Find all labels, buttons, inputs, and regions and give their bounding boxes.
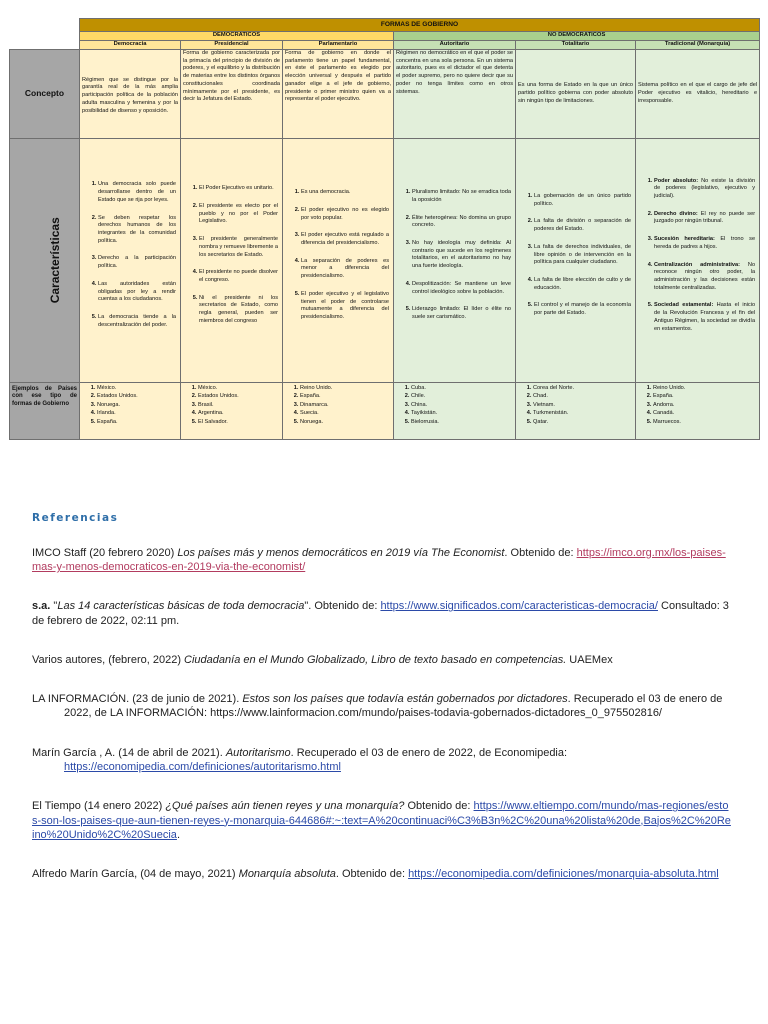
list-item: 3. Vietnam. (533, 401, 633, 409)
list-item: 5. Marruecos. (653, 418, 757, 426)
list-item: 4. Canadá. (653, 409, 757, 417)
ref-author: s.a. (32, 600, 51, 613)
concept-totalitario: Es una forma de Estado en la que un único partido político gobierna con poder absoluto sin ningún tipo de limitaciones. (516, 49, 636, 138)
examples-presidencial (181, 382, 283, 439)
ref-link[interactable]: https://www.eltiempo.com/mundo/mas-regiones/estos-son-los-paises-que-aun-tienen-reyes-y-monarquia-644686#:~:text=A%20continuaci%C3%B3n%2C%20una%20lista%20de,Bajos%2C%20Reino%20Unido%2C%20Suecia (32, 800, 731, 841)
characteristics-totalitario (516, 138, 636, 382)
list-item: 5. Qatar. (533, 418, 633, 426)
ref-quote: " (50, 600, 58, 613)
ref-link[interactable]: https://www.significados.com/caracteristicas-democracia/ (380, 600, 658, 613)
list-item: 2. Chad. (533, 392, 633, 400)
list-item: 5. La democracia tiende a la descentralización del poder. (98, 314, 176, 329)
list-item: 3. Derecho a la participación política. (98, 255, 176, 270)
definition: El rey no puede ser juzgado por ningún tribunal. (654, 210, 756, 225)
list-item (654, 178, 755, 201)
row-label-examples: Ejemplos de Países con ese tipo de formas de Gobierno (10, 382, 80, 439)
list-item: 5. El Salvador. (198, 418, 280, 426)
concept-democracia: Régimen que se distingue por la garantía real de la más amplia participación política de la población adulta masculina y femenina y por la posibilidad de disenso y oposición. (80, 49, 181, 138)
list-item: 3. El presidente generalmente nombra y remueve libremente a los secretarios de Estado. (199, 236, 278, 259)
list-item: 4. El presidente no puede disolver el congreso. (199, 269, 278, 284)
list-item: 5. Bielorrusia. (411, 418, 513, 426)
list-item: 1. Reino Unido. (653, 384, 757, 392)
ref-source: . Obtenido de: (335, 868, 409, 881)
list-item (654, 236, 755, 251)
list-item: 3. Noruega. (97, 401, 178, 409)
ref-source: . Obtenido de: (504, 546, 577, 559)
definition: El trono se hereda de padres a hijos. (654, 236, 756, 250)
definition: No reconoce ningún otro poder, la administración y las decisiones están totalmente centralizadas. (654, 261, 756, 291)
reference-item (32, 746, 732, 775)
list-item: 4. Las autoridades están obligadas por ley a rendir cuentas a los ciudadanos. (98, 281, 176, 304)
list-item: 2. Estados Unidos. (198, 392, 280, 400)
characteristics-presidencial (181, 138, 283, 382)
concept-presidencial: Forma de gobierno caracterizada por la primacía del principio de división de poderes, y el equilibrio y la distribución de materias entre los distintos órganos constitucionales coordinada mínimamente por el presidente, es decir la Jefatura del Estado. (181, 49, 283, 138)
corner-blank-2 (10, 32, 80, 41)
list-item: 4. Suecia. (300, 409, 391, 417)
list-item (654, 262, 755, 293)
list-item (654, 211, 755, 226)
list-item: 5. Liderazgo limitado: El líder o élite no suele ser carismático. (412, 306, 511, 321)
list-item: 2. Élite heterogénea: No domina un grupo concreto. (412, 215, 511, 230)
ref-author: Alfredo Marín García, (04 de mayo, 2021) (32, 868, 239, 881)
corner-blank (10, 19, 80, 32)
term: Centralización administrativa: (654, 261, 740, 268)
ref-title: Estos son los países que todavía están gobernados por dictadores (242, 693, 568, 706)
ref-author: El Tiempo (14 enero 2022) (32, 800, 166, 813)
ref-link[interactable]: https://economipedia.com/definiciones/autoritarismo.html (64, 761, 341, 774)
ref-title: Autoritarismo (225, 746, 291, 759)
col-header-totalitario: Totalitario (516, 40, 636, 49)
characteristics-label: Características (47, 217, 62, 304)
list-item: 4. La separación de poderes es menor a diferencia del presidencialismo. (301, 258, 389, 281)
list-item: 3. Andorra. (653, 401, 757, 409)
ref-source: Obtenido de: (404, 800, 474, 813)
references-heading: Referencias (32, 512, 119, 524)
references-section (32, 512, 732, 907)
corner-blank-3 (10, 40, 80, 49)
term: Sucesión hereditaria: (654, 236, 715, 243)
list-item: 4. Despolitización: Se mantiene un leve control ideológico sobre la población. (412, 281, 511, 296)
definition: No existe la división de poderes (legislativo, ejecutivo y judicial). (654, 177, 756, 200)
reference-item (32, 692, 732, 721)
characteristics-autoritario (394, 138, 516, 382)
list-item: 5. España. (97, 418, 178, 426)
definition: Hasta el inicio de la Revolución Francesa y el fin del Antiguo Régimen, la sociedad se dividía en estamentos. (654, 302, 756, 332)
list-item: 1. Reino Unido. (300, 384, 391, 392)
list-item: 2. La falta de división o separación de poderes del Estado. (534, 218, 631, 233)
col-header-presidencial: Presidencial (181, 40, 283, 49)
list-item: 1. México. (198, 384, 280, 392)
col-header-tradicional: Tradicional (Monarquía) (636, 40, 760, 49)
reference-item (32, 653, 732, 667)
list-item: 3. El poder ejecutivo está regulado a diferencia del presidencialismo. (301, 232, 389, 247)
government-forms-table (9, 18, 760, 440)
examples-democracia (80, 382, 181, 439)
group-non-democratic: NO DEMOCRATICOS (394, 32, 760, 41)
list-item: 3. No hay ideología muy definida: Al contrario que sucede en los regímenes totalitarios, en el autoritarismo no hay una fuerte ideología. (412, 240, 511, 271)
term: Sociedad estamental: (654, 302, 714, 309)
ref-title: ¿Qué países aún tienen reyes y una monarquía? (165, 800, 405, 813)
list-item (654, 302, 755, 333)
ref-title: Los países más y menos democráticos en 2019 vía The Economist (177, 546, 505, 559)
ref-title: Las 14 características básicas de toda democracia (57, 600, 305, 613)
ref-source: UAEMex (566, 653, 613, 666)
col-header-democracia: Democracia (80, 40, 181, 49)
list-item: 2. Se deben respetar los derechos humanos de los integrantes de la comunidad política. (98, 215, 176, 246)
examples-tradicional (636, 382, 760, 439)
group-democratic: DEMOCRATICOS (80, 32, 394, 41)
term: Poder absoluto: (654, 177, 699, 184)
row-label-characteristics (10, 138, 80, 382)
characteristics-parlamentario (283, 138, 394, 382)
list-item: 3. La falta de derechos individuales, de libre opinión o de intervención en la política para cualquier ciudadano. (534, 244, 631, 267)
list-item: 2. El poder ejecutivo no es elegido por voto popular. (301, 207, 389, 222)
ref-author: IMCO Staff (20 febrero 2020) (32, 546, 178, 559)
list-item: 1. La gobernación de un único partido político. (534, 193, 631, 208)
ref-author: Marín García , A. (14 de abril de 2021). (32, 746, 226, 759)
list-item: 4. Turkmenistán. (533, 409, 633, 417)
col-header-parlamentario: Parlamentario (283, 40, 394, 49)
ref-title: Ciudadanía en el Mundo Globalizado, Libro de texto basado en competencias. (184, 653, 567, 666)
list-item: 1. Una democracia solo puede desarrollarse dentro de un Estado que se rija por leyes. (98, 181, 176, 204)
list-item: 1. México. (97, 384, 178, 392)
ref-link[interactable]: https://imco.org.mx/los-paises-mas-y-menos-democraticos-en-2019-via-the-economist/ (32, 546, 726, 573)
reference-item (32, 599, 732, 628)
list-item: 4. Irlanda. (97, 409, 178, 417)
concept-parlamentario: Forma de gobierno en donde el parlamento tiene un papel fundamental, en éste el parlamento es elegido por elección universal y después el partido ganador elige a el jefe de gobierno, presidente o primer ministro quien va a representar el poder ejecutivo. (283, 49, 394, 138)
list-item: 3. China. (411, 401, 513, 409)
concept-autoritario: Régimen no democrático en el que el poder se concentra en una sola persona. En un sistema autoritario, pues es el dictador el que detenta el poder supremo, pero no quiere decir que su poder no tenga límites como en otros sistemas. (394, 49, 516, 138)
list-item: 1. El Poder Ejecutivo es unitario. (199, 185, 278, 193)
ref-source: ". Obtenido de: (304, 600, 381, 613)
list-item: 2. Estados Unidos. (97, 392, 178, 400)
list-item: 1. Pluralismo limitado: No se erradica toda la oposición (412, 189, 511, 204)
list-item: 1. Es una democracia. (301, 189, 389, 197)
row-label-concept: Concepto (10, 49, 80, 138)
ref-period: . (176, 828, 180, 841)
list-item: 5. Noruega. (300, 418, 391, 426)
ref-author: LA INFORMACIÓN. (23 de junio de 2021). (32, 693, 243, 706)
list-item: 5. El poder ejecutivo y el legislativo tienen el poder de controlarse mutuamente a diferencia del presidencialismo. (301, 291, 389, 322)
examples-autoritario (394, 382, 516, 439)
list-item: 1. Cuba. (411, 384, 513, 392)
list-item: 4. Argentina. (198, 409, 280, 417)
list-item: 3. Dinamarca. (300, 401, 391, 409)
reference-item (32, 799, 732, 842)
ref-link[interactable]: https://economipedia.com/definiciones/monarquia-absoluta.html (408, 868, 719, 881)
reference-item (32, 546, 732, 575)
list-item: 4. La falta de libre elección de culto y de educación. (534, 277, 631, 292)
concept-tradicional: Sistema político en el que el cargo de jefe del Poder ejecutivo es vitalicio, hereditario e irresponsable. (636, 49, 760, 138)
characteristics-democracia (80, 138, 181, 382)
ref-source: . Recuperado el 03 de enero de 2022, de Economipedia: (290, 746, 568, 759)
ref-consulted: Consultado: 3 de febrero de 2022, 02:11 pm. (32, 600, 729, 627)
list-item: 4. Tayikistán. (411, 409, 513, 417)
examples-parlamentario (283, 382, 394, 439)
characteristics-tradicional (636, 138, 760, 382)
reference-item (32, 867, 732, 881)
list-item: 2. Chile. (411, 392, 513, 400)
list-item: 5. El control y el manejo de la economía por parte del Estado. (534, 302, 631, 317)
list-item: 2. España. (653, 392, 757, 400)
col-header-autoritario: Autoritario (394, 40, 516, 49)
examples-totalitario (516, 382, 636, 439)
ref-source: . Recuperado el 03 de enero de 2022, de LA INFORMACIÓN: https://www.lainformacion.com/mundo/paises-todavia-gobernados-dictadores_0_975502816/ (64, 693, 723, 720)
list-item: 2. El presidente es electo por el pueblo y no por el Poder Legislativo. (199, 203, 278, 226)
list-item: 3. Brasil. (198, 401, 280, 409)
ref-author: Varios autores, (febrero, 2022) (32, 653, 185, 666)
list-item: 2. España. (300, 392, 391, 400)
ref-title: Monarquía absoluta (238, 868, 336, 881)
term: Derecho divino: (654, 210, 698, 217)
table-title: FORMAS DE GOBIERNO (80, 19, 760, 32)
list-item: 5. Ni el presidente ni los secretarios de Estado, como regla general, pueden ser miembros del congreso (199, 295, 278, 326)
list-item: 1. Corea del Norte. (533, 384, 633, 392)
